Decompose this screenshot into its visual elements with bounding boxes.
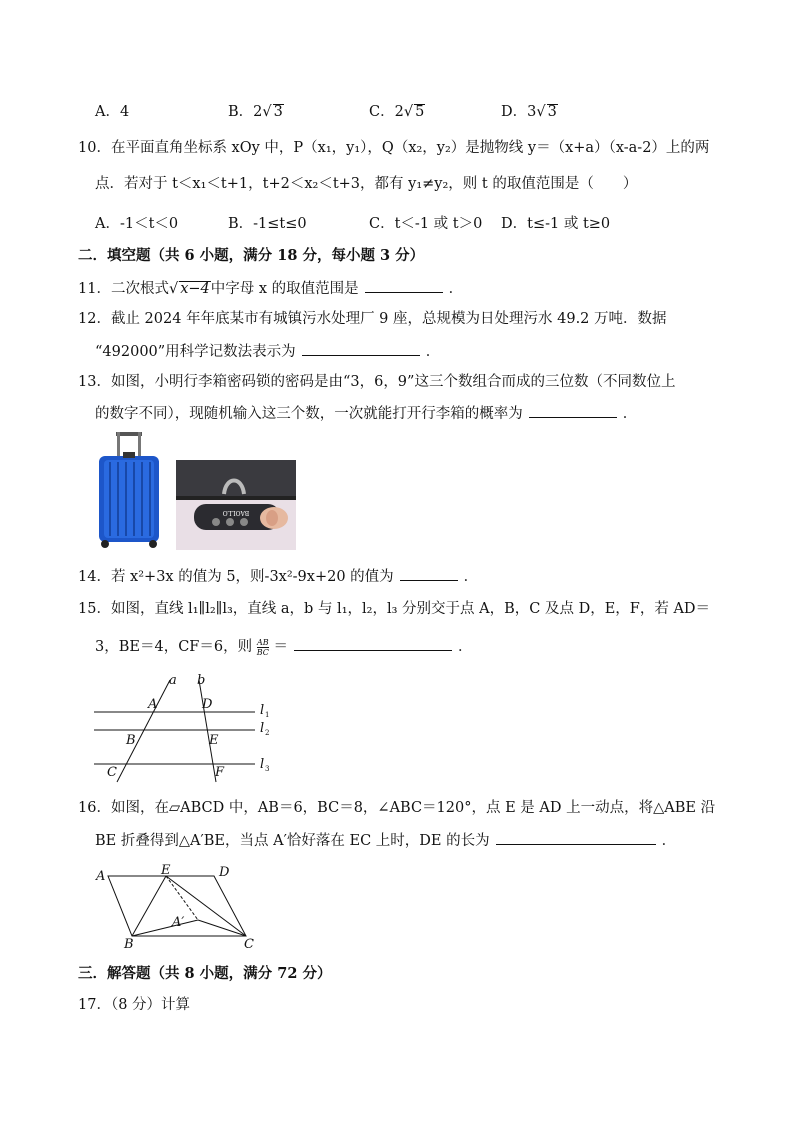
svg-text:D: D — [202, 697, 213, 712]
svg-text:B: B — [124, 937, 134, 952]
combination-lock-image — [176, 460, 296, 550]
q9-option-a: A．4 — [95, 104, 130, 120]
q16-parallelogram-figure — [94, 862, 264, 954]
lock-brand-text: BAOLLO — [222, 509, 250, 516]
svg-text:E: E — [209, 733, 219, 748]
section-3-heading: 三．解答题（共 8 小题，满分 72 分） — [78, 965, 332, 982]
q9-option-c: C．2√ 5 — [369, 104, 425, 120]
q10-option-d: D．t≤-1 或 t≥0 — [501, 216, 611, 232]
svg-text:l: l — [260, 703, 265, 718]
svg-text:A: A — [96, 869, 106, 884]
svg-text:a: a — [169, 673, 177, 688]
svg-text:A: A — [148, 697, 158, 712]
q16-line2: BE 折叠得到△A′BE，当点 A′恰好落在 EC 上时，DE 的长为 ． — [95, 830, 676, 851]
q10-option-a: A．-1＜t＜0 — [95, 216, 179, 232]
q10-option-c: C．t＜-1 或 t＞0 — [369, 216, 483, 232]
svg-text:1: 1 — [265, 711, 270, 719]
q15-fraction: $\frac{AB}{BC}$ — [256, 637, 269, 657]
q15-line2: 3，BE＝4，CF＝6，则 $\frac{AB}{BC}$ ＝ ． — [95, 637, 473, 657]
q13-line2: 的数字不同），现随机输入这三个数，一次就能打开行李箱的概率为 ． — [95, 403, 637, 424]
svg-text:C: C — [244, 937, 254, 952]
q10-option-b: B．-1≤t≤0 — [228, 216, 307, 232]
svg-text:l: l — [260, 757, 265, 772]
svg-text:2: 2 — [265, 729, 270, 737]
q12-line2: “492000”用科学记数法表示为 ． — [95, 341, 440, 362]
svg-text:D: D — [219, 865, 230, 880]
q10-line2: 点．若对于 t＜x₁＜t+1，t+2＜x₂＜t+3，都有 y₁≠y₂，则 t 的取值范围是（ ） — [95, 176, 638, 192]
section-2-heading: 二．填空题（共 6 小题，满分 18 分，每小题 3 分） — [78, 247, 425, 264]
svg-text:b: b — [197, 673, 206, 688]
q13-line1: 13．如图，小明行李箱密码锁的密码是由“3，6，9”这三个数组合而成的三位数（不同数位上 — [78, 374, 676, 390]
svg-text:C: C — [107, 765, 117, 780]
svg-text:B: B — [126, 733, 136, 748]
q12-line1: 12．截止 2024 年年底某市有城镇污水处理厂 9 座，总规模为日处理污水 49.2 万吨．数据 — [78, 311, 667, 327]
q15-parallel-lines-figure — [90, 672, 280, 784]
q11: 11．二次根式√ x−4中字母 x 的取值范围是 ． — [78, 278, 463, 299]
q9-option-b: B．2√ 3 — [228, 104, 283, 120]
svg-text:3: 3 — [265, 765, 270, 773]
q9-option-d: D．3√ 3 — [501, 104, 557, 120]
q16-line1: 16．如图，在▱ABCD 中，AB＝6，BC＝8，∠ABC＝120°，点 E 是 AD 上一动点，将△ABE 沿 — [78, 800, 716, 816]
suitcase-image — [96, 430, 162, 550]
q15-line1: 15．如图，直线 l₁∥l₂∥l₃，直线 a，b 与 l₁，l₂，l₃ 分别交于点 A，B，C 及点 D，E，F，若 AD＝ — [78, 601, 711, 617]
svg-text:A′: A′ — [172, 915, 185, 930]
q10-line1: 10．在平面直角坐标系 xOy 中，P（x₁，y₁），Q（x₂，y₂）是抛物线 y＝（x+a）（x-a-2）上的两 — [78, 140, 710, 156]
q17: 17．（8 分）计算 — [78, 997, 191, 1013]
svg-text:F: F — [215, 765, 225, 780]
q14: 14．若 x²+3x 的值为 5，则-3x²-9x+20 的值为 ． — [78, 566, 478, 587]
svg-text:E: E — [161, 863, 171, 878]
svg-text:l: l — [260, 721, 265, 736]
